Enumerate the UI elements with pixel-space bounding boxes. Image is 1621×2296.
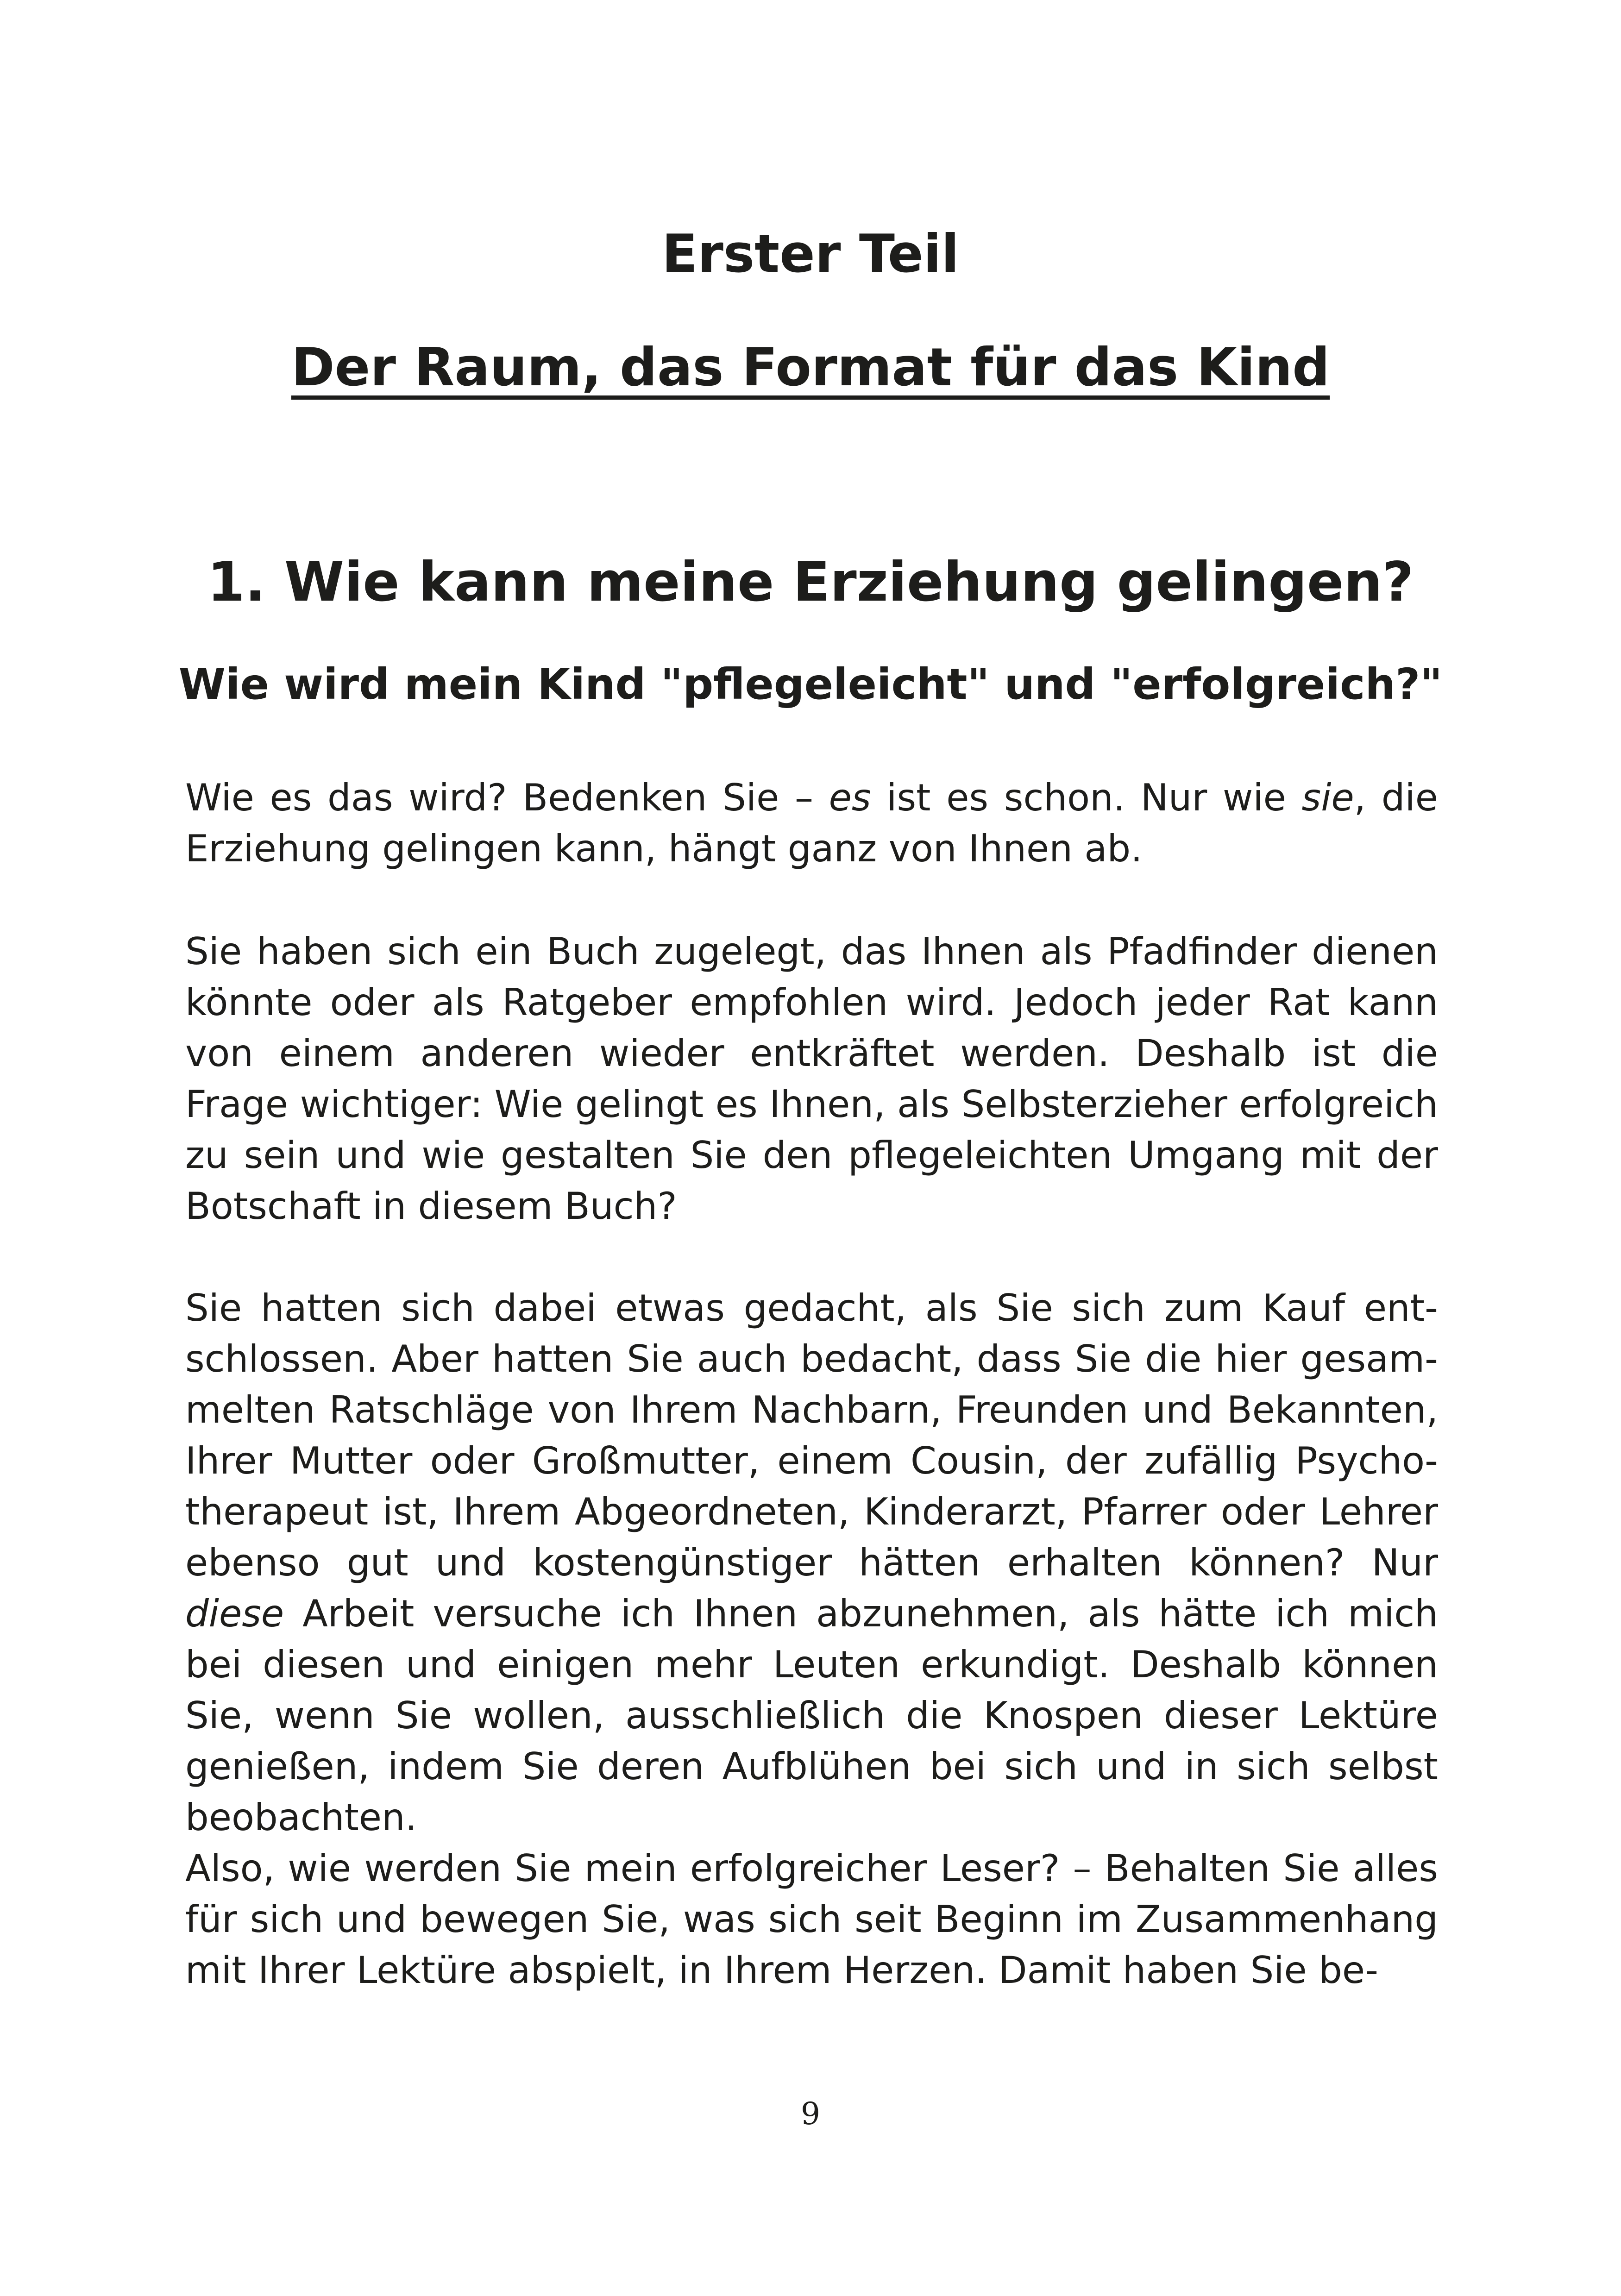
body-paragraph bbox=[185, 1283, 1438, 1996]
text-run: Wie es das wird? Bedenken Sie – bbox=[185, 776, 829, 819]
italic-text: sie bbox=[1301, 776, 1354, 819]
text-run: ist es schon. Nur wie bbox=[871, 776, 1302, 819]
text-run: Arbeit versuche ich Ihnen abzunehmen, als hätte ich mich bei diesen und einigen mehr Leuten erkundigt. Deshalb können Sie, wenn Sie wollen, ausschließlich die Knospen dieser Lektüre genießen, indem Sie deren Aufblühen bei sich und in sich selbst beobachten. bbox=[185, 1592, 1438, 1839]
chapter-subtitle: Wie wird mein Kind "pflegeleicht" und "erfolgreich?" bbox=[178, 659, 1443, 709]
chapter-title: 1. Wie kann meine Erziehung gelingen? bbox=[207, 550, 1414, 614]
text-run: Sie hatten sich dabei etwas gedacht, als Sie sich zum Kauf entschlossen. Aber hatten Sie auch bedacht, dass Sie die hier gesammelten Ratschläge von Ihrem Nachbarn, Freunden und Bekannten, Ihrer Mutter oder Großmutter, einem Cousin, der zufällig Psychotherapeut ist, Ihrem Abgeordneten, Kinderarzt, Pfarrer oder Lehrer ebenso gut und kostengünstiger hätten erhalten können? Nur bbox=[185, 1286, 1438, 1584]
part-title: Erster Teil bbox=[661, 223, 960, 284]
italic-text: es bbox=[829, 776, 871, 819]
body-paragraph bbox=[185, 772, 1438, 874]
text-run: Also, wie werden Sie mein erfolgreicher Leser? – Behalten Sie alles für sich und bewegen Sie, was sich seit Beginn im Zusammenhang mit Ihrer Lektüre abspielt, in Ihrem Herzen. Damit haben Sie be- bbox=[185, 1847, 1438, 1992]
page-number: 9 bbox=[801, 2096, 820, 2132]
italic-text: diese bbox=[185, 1592, 284, 1635]
text-run: , die Erziehung gelingen kann, hängt ganz von Ihnen ab. bbox=[185, 776, 1438, 870]
part-subtitle bbox=[0, 335, 1621, 400]
part-subtitle-text: Der Raum, das Format für das Kind bbox=[291, 337, 1330, 398]
body-paragraph: Sie haben sich ein Buch zugelegt, das Ihnen als Pfadfinder dienen könnte oder als Ratgeber empfohlen wird. Jedoch jeder Rat kann von einem anderen wieder entkräftet werden. Deshalb ist die Frage wichtiger: Wie gelingt es Ihnen, als Selbsterzieher erfolgreich zu sein und wie gestalten Sie den pflegeleichten Umgang mit der Botschaft in diesem Buch? bbox=[185, 930, 1438, 1228]
